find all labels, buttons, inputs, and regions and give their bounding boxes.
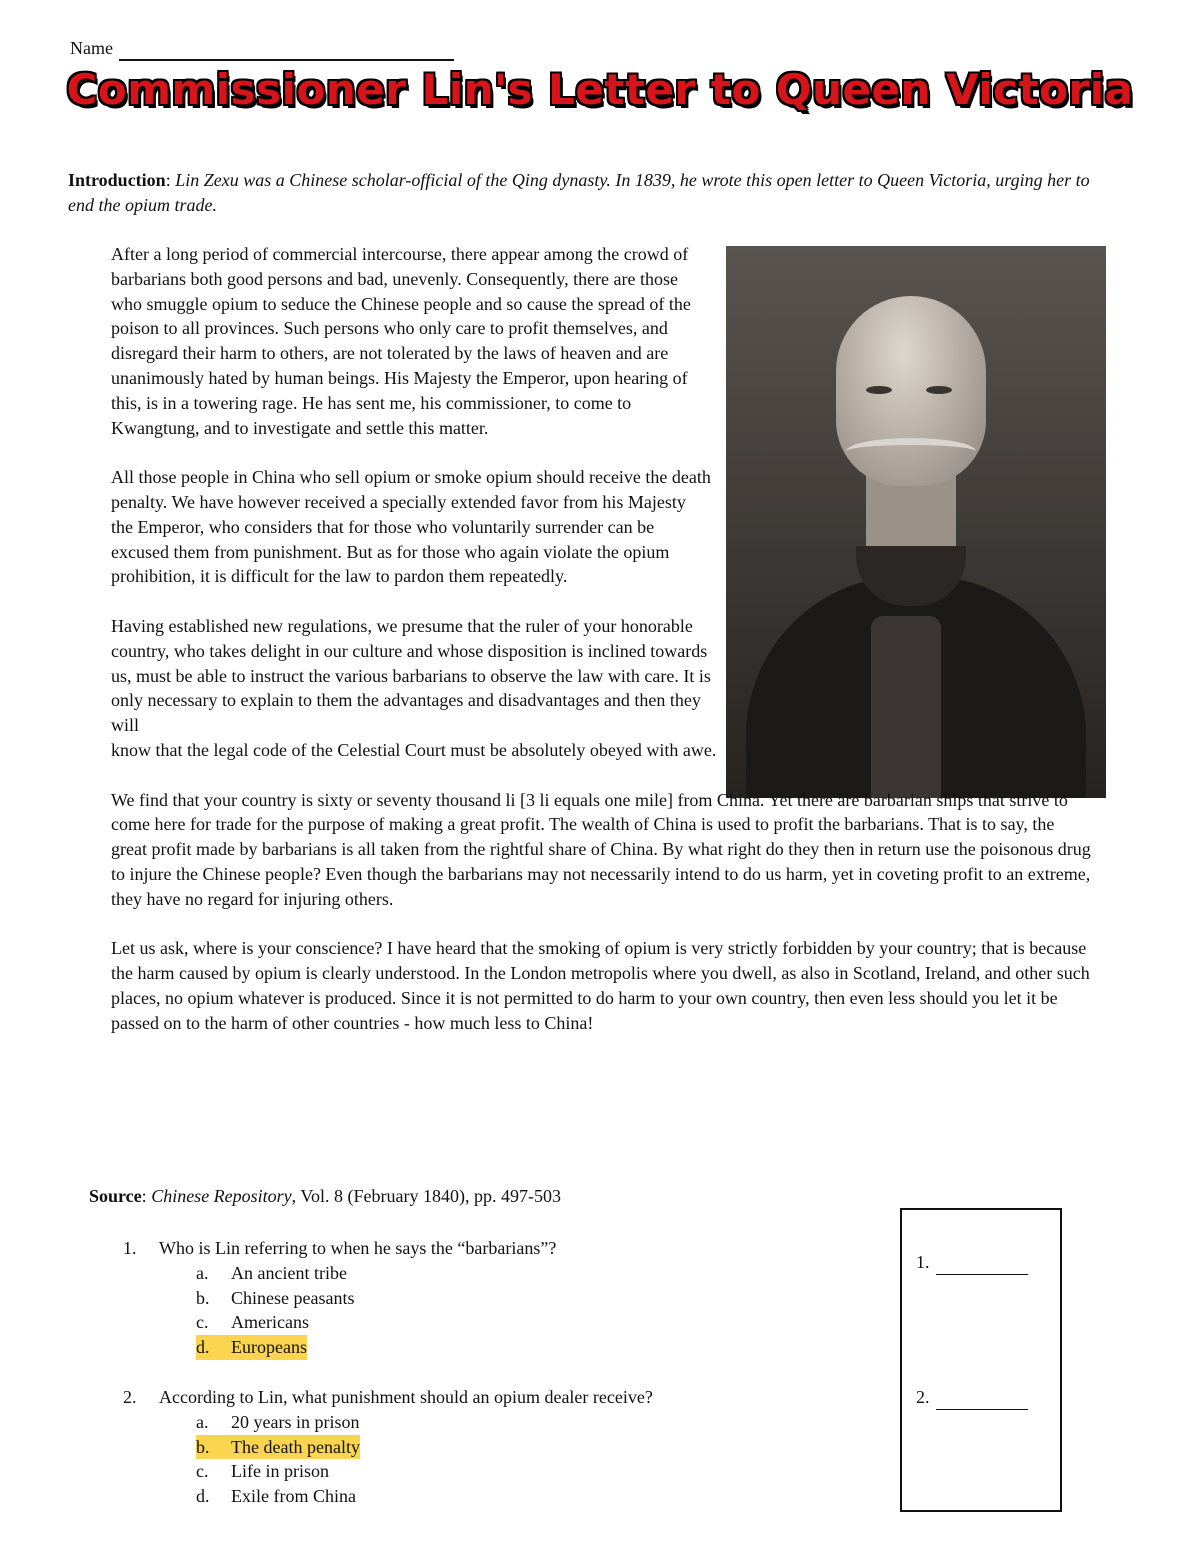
option-1d[interactable] [196, 1335, 863, 1360]
name-label: Name [70, 38, 113, 58]
letter-paragraph-1: After a long period of commercial intercourse, there appear among the crowd of barbarians both good persons and bad, unevenly. Consequently, there are those who smuggle opium to seduce the Chinese people and so cause the spread of the poison to all provinces. Such persons who only care to profit themselves, and disregard their harm to others, are not tolerated by the laws of heaven and are unanimously hated by human beings. His Majesty the Emperor, upon hearing of this, is in a towering rage. He has sent me, his commissioner, to come to Kwangtung, and to investigate and settle this matter. [111, 244, 691, 438]
option-letter: d. [196, 1486, 210, 1507]
letter-text [111, 242, 1091, 1060]
option-text-highlighted: The death penalty [231, 1436, 360, 1457]
letter-paragraph-3b: know that the legal code of the Celestial Court must be absolutely obeyed with awe. [111, 739, 717, 760]
name-row [70, 36, 454, 61]
source-publication: Chinese Repository [151, 1186, 292, 1206]
questions-list [123, 1236, 863, 1509]
option-1a[interactable] [196, 1261, 863, 1286]
question-number: 2. [123, 1386, 137, 1407]
option-2b[interactable] [196, 1435, 863, 1460]
question-text: According to Lin, what punishment should an opium dealer receive? [159, 1386, 653, 1407]
option-text: Chinese peasants [231, 1287, 355, 1308]
name-field-line[interactable] [119, 41, 454, 61]
intro-label: Introduction [68, 170, 166, 190]
source-citation: Source: Chinese Repository, Vol. 8 (February 1840), pp. 497-503 [89, 1186, 561, 1206]
source-label: Source [89, 1186, 142, 1206]
answer-number: 2. [916, 1387, 930, 1407]
option-letter: b. [196, 1287, 210, 1308]
option-letter: c. [196, 1312, 209, 1333]
option-2d[interactable] [196, 1484, 863, 1509]
answer-slot-2[interactable] [916, 1385, 1028, 1410]
option-text: 20 years in prison [231, 1411, 360, 1432]
question-1 [123, 1236, 863, 1261]
option-2a[interactable] [196, 1410, 863, 1435]
option-text: Life in prison [231, 1461, 329, 1482]
letter-paragraph-2: All those people in China who sell opium or smoke opium should receive the death penalty. We have however received a specially extended favor from his Majesty the Emperor, who considers that for those who voluntarily surrender can be excused them from punishment. But as for those who again violate the opium prohibition, it is difficult for the law to pardon them repeatedly. [111, 467, 711, 587]
option-1b[interactable] [196, 1286, 863, 1311]
source-details: , Vol. 8 (February 1840), pp. 497-503 [291, 1186, 561, 1206]
option-letter: a. [196, 1262, 209, 1283]
question-number: 1. [123, 1238, 137, 1258]
option-1c[interactable] [196, 1310, 863, 1335]
option-text: Exile from China [231, 1486, 356, 1507]
option-text-highlighted: Europeans [231, 1337, 307, 1358]
letter-paragraph-5: Let us ask, where is your conscience? I have heard that the smoking of opium is very strictly forbidden by your country; that is because the harm caused by opium is clearly understood. In the London metropolis where you dwell, as also in Scotland, Ireland, and other such places, no opium whatever is produced. Since it is not permitted to do harm to your own country, then even less should you let it be passed on to the harm of other countries - how much less to China! [111, 938, 1090, 1033]
option-2c[interactable] [196, 1459, 863, 1484]
page-title: Commissioner Lin's Letter to Queen Victoria [66, 65, 1134, 114]
question-text: Who is Lin referring to when he says the “barbarians”? [159, 1238, 557, 1258]
intro-text: Lin Zexu was a Chinese scholar-official of the Qing dynasty. In 1839, he wrote this open letter to Queen Victoria, urging her to end the opium trade. [68, 170, 1090, 215]
answer-box [900, 1208, 1062, 1512]
introduction: Introduction: Lin Zexu was a Chinese scholar-official of the Qing dynasty. In 1839, he wrote this open letter to Queen Victoria, urging her to end the opium trade. [68, 170, 1090, 215]
option-text: Americans [231, 1312, 309, 1333]
answer-line[interactable] [936, 1391, 1028, 1410]
option-letter: d. [196, 1337, 210, 1358]
letter-paragraph-3a: Having established new regulations, we presume that the ruler of your honorable country, who takes delight in our culture and whose disposition is inclined towards us, must be able to instruct the various barbarians to observe the law with care. It is only necessary to explain to them the advantages and disadvantages and then they will [111, 615, 711, 736]
answer-line[interactable] [936, 1256, 1028, 1275]
option-letter: c. [196, 1461, 209, 1482]
option-letter: b. [196, 1436, 210, 1457]
option-letter: a. [196, 1411, 209, 1432]
answer-slot-1[interactable] [916, 1250, 1028, 1275]
option-text: An ancient tribe [231, 1262, 347, 1283]
answer-number: 1. [916, 1252, 930, 1272]
question-2 [123, 1385, 863, 1410]
letter-paragraph-4: We find that your country is sixty or seventy thousand li [3 li equals one mile] from China. Yet there are barbarian ships that strive to come here for trade for the purpose of making a great profit. The wealth of China is used to profit the barbarians. That is to say, the great profit made by barbarians is all taken from the rightful share of China. By what right do they then in return use the poisonous drug to injure the Chinese people? Even though the barbarians may not necessarily intend to do us harm, yet in coveting profit to an extreme, they have no regard for injuring others. [111, 789, 1091, 909]
